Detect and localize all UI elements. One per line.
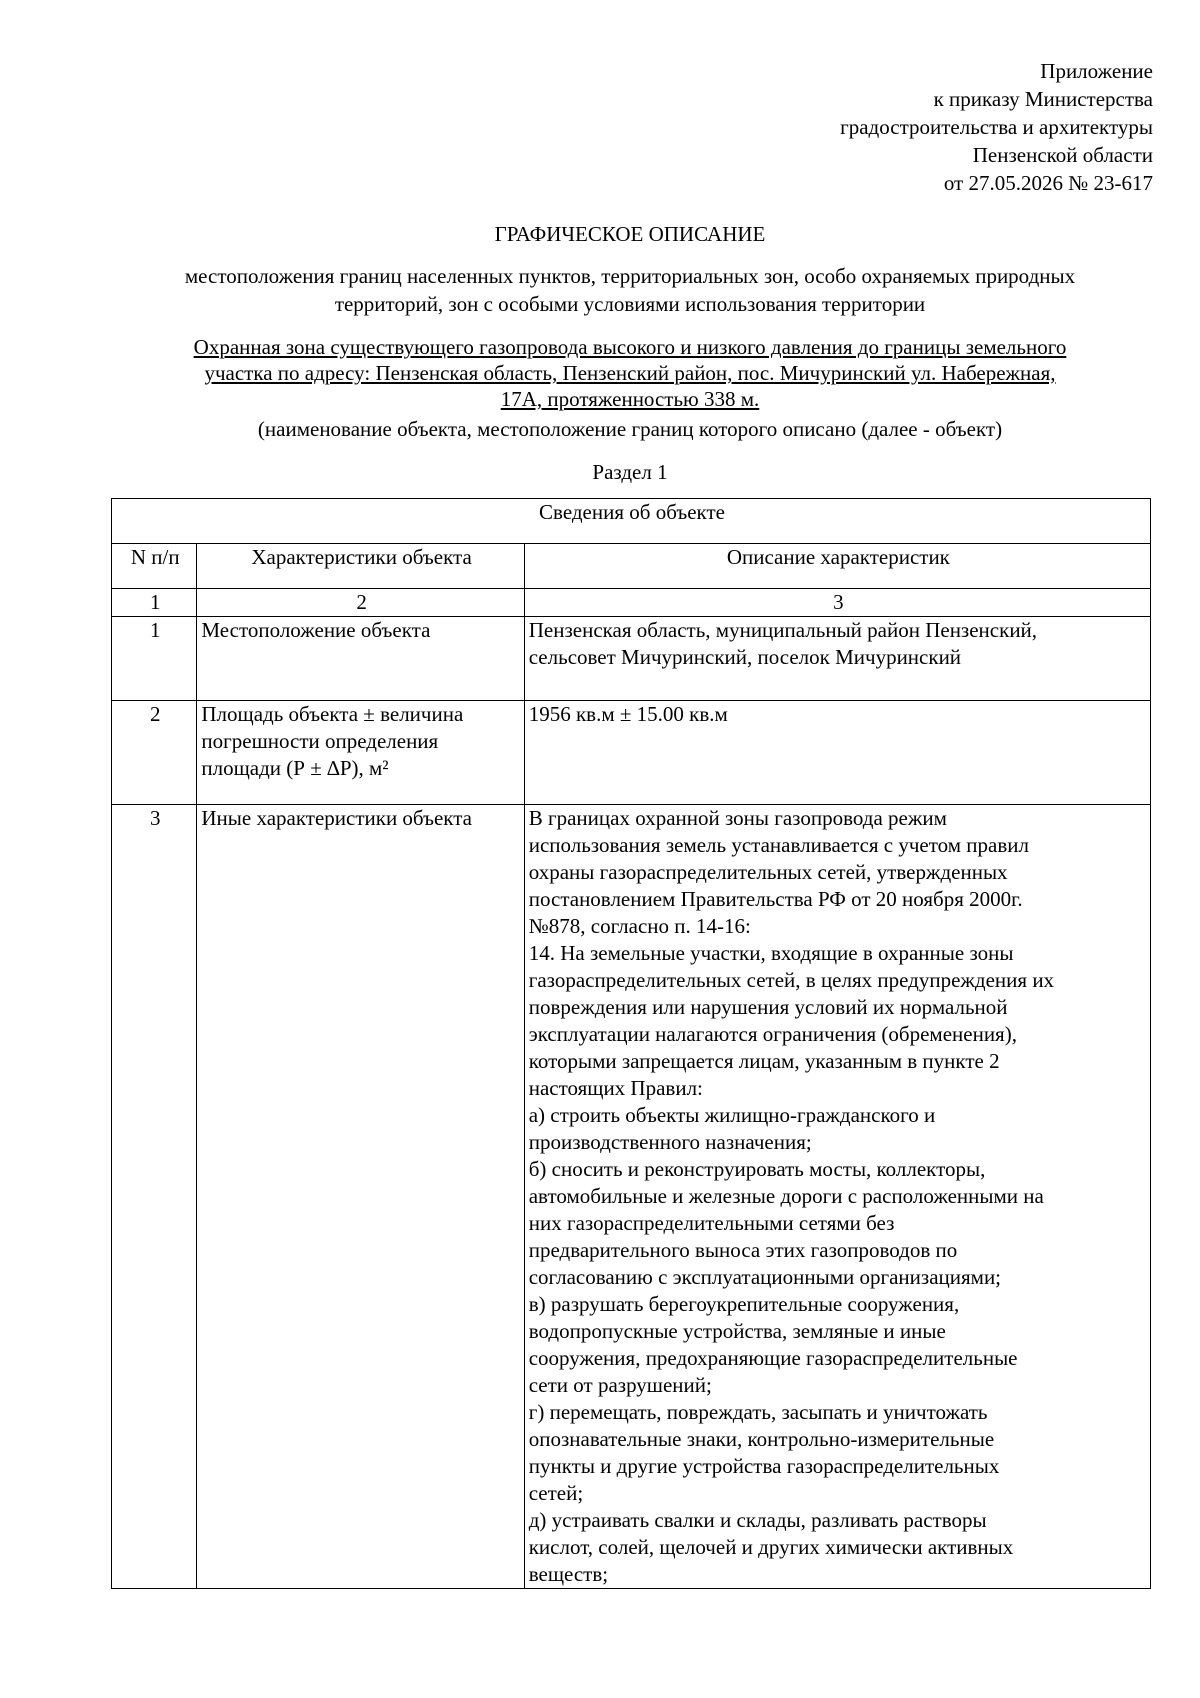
column-number: 3	[524, 589, 1150, 617]
appendix-block	[840, 57, 1153, 197]
section-heading: Раздел 1	[592, 460, 668, 484]
row-characteristic: Местоположение объекта	[197, 617, 524, 701]
row-description: 1956 кв.м ± 15.00 кв.м	[524, 701, 1150, 805]
object-name-line: 17А, протяженностью 338 м.	[500, 387, 760, 411]
table-caption-row	[112, 499, 1151, 544]
appendix-line: Приложение	[1040, 59, 1153, 83]
appendix-line: Пензенской области	[972, 143, 1153, 167]
header-characteristic: Характеристики объекта	[197, 544, 524, 589]
row-number: 1	[112, 617, 197, 701]
table-row	[112, 617, 1151, 701]
appendix-line: градостроительства и архитектуры	[840, 115, 1153, 139]
subtitle-line: территорий, зон с особыми условиями использования территории	[334, 292, 926, 316]
subtitle-line: местоположения границ населенных пунктов, территориальных зон, особо охраняемых природных	[184, 264, 1076, 288]
column-number: 1	[112, 589, 197, 617]
row-characteristic: Иные характеристики объекта	[197, 805, 524, 1589]
table-row	[112, 805, 1151, 1589]
table-caption: Сведения об объекте	[112, 499, 1151, 544]
document-subtitle	[100, 262, 1160, 318]
row-description: Пензенская область, муниципальный район Пензенский, сельсовет Мичуринский, поселок Мичуринский	[524, 617, 1150, 701]
row-number: 3	[112, 805, 197, 1589]
object-name	[100, 334, 1160, 412]
row-characteristic: Площадь объекта ± величина погрешности определения площади (Р ± ∆Р), м²	[197, 701, 524, 805]
object-name-line: Охранная зона существующего газопровода высокого и низкого давления до границы земельного	[193, 335, 1067, 359]
appendix-order-date: от 27.05.2026 № 23-617	[943, 171, 1153, 195]
object-info-table	[111, 498, 1151, 1589]
table-header-row	[112, 544, 1151, 589]
document-title: ГРАФИЧЕСКОЕ ОПИСАНИЕ	[494, 222, 766, 246]
appendix-line: к приказу Министерства	[933, 87, 1153, 111]
column-number-row	[112, 589, 1151, 617]
row-description: В границах охранной зоны газопровода режим использования земель устанавливается с учетом правил охраны газораспределительных сетей, утвержденных постановлением Правительства РФ от 20 ноября 2000г. №878, согласно п. 14-16: 14. На земельные участки, входящие в охранные зоны газораспределительных сетей, в целях предупреждения их повреждения или нарушения условий их нормальной эксплуатации налагаются ограничения (обременения), которыми запрещается лицам, указанным в пункте 2 настоящих Правил: а) строить объекты жилищно-гражданского и производственного назначения; б) сносить и реконструировать мосты, коллекторы, автомобильные и железные дороги с расположенными на них газораспределительными сетями без предварительного выноса этих газопроводов по согласованию с эксплуатационными организациями; в) разрушать берегоукрепительные сооружения, водопропускные устройства, земляные и иные сооружения, предохраняющие газораспределительные сети от разрушений; г) перемещать, повреждать, засыпать и уничтожать опознавательные знаки, контрольно-измерительные пункты и другие устройства газораспределительных сетей; д) устраивать свалки и склады, разливать растворы кислот, солей, щелочей и других химически активных веществ;	[524, 805, 1150, 1589]
object-note: (наименование объекта, местоположение границ которого описано (далее - объект)	[257, 417, 1003, 441]
header-number: N п/п	[112, 544, 197, 589]
header-description: Описание характеристик	[524, 544, 1150, 589]
object-name-line: участка по адресу: Пензенская область, Пензенский район, пос. Мичуринский ул. Набережная,	[204, 361, 1056, 385]
column-number: 2	[197, 589, 524, 617]
table-row	[112, 701, 1151, 805]
row-number: 2	[112, 701, 197, 805]
